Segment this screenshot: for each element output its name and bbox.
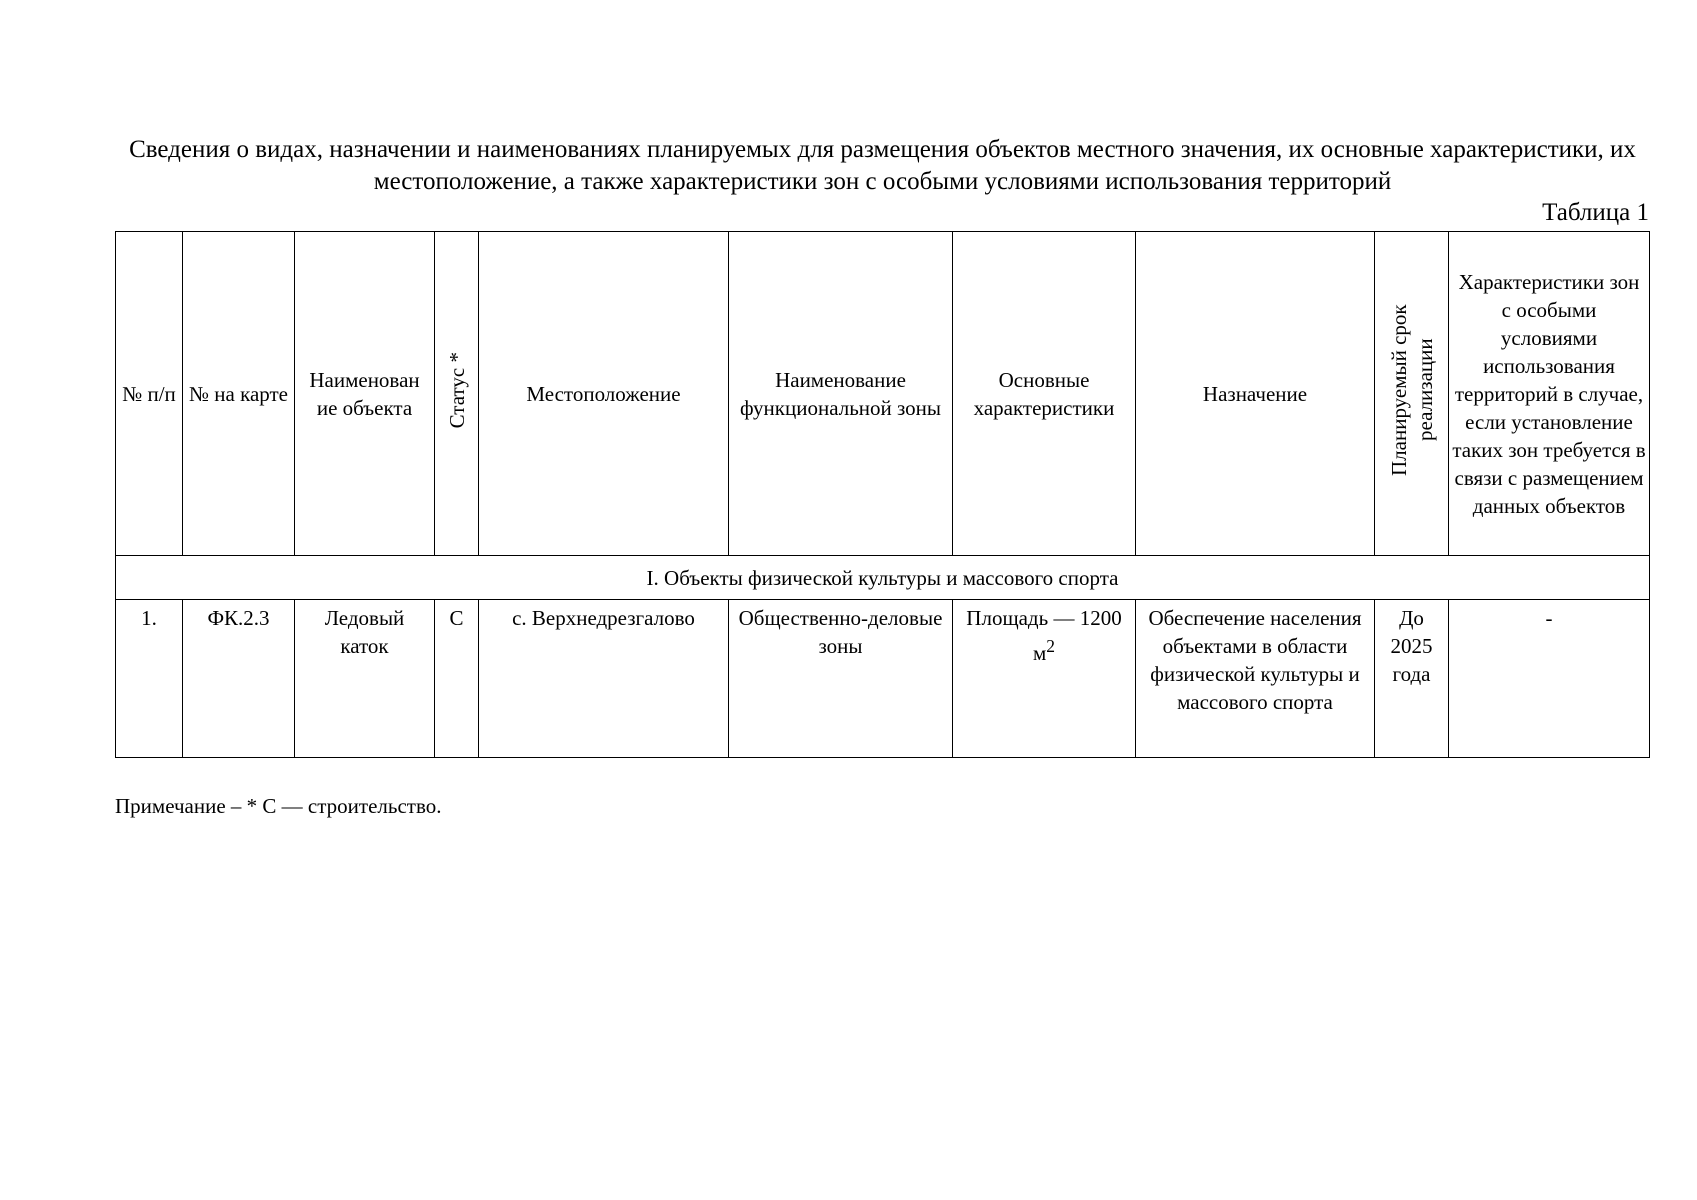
- cell-status: С: [435, 600, 479, 758]
- header-status: Статус *: [444, 351, 469, 429]
- header-purpose: Назначение: [1136, 232, 1375, 556]
- header-map-num: № на карте: [183, 232, 295, 556]
- cell-special-zones: -: [1449, 600, 1650, 758]
- cell-zone-name: Общественно-деловые зоны: [729, 600, 953, 758]
- characteristics-text: Площадь — 1200 м: [966, 606, 1122, 665]
- section-title: I. Объекты физической культуры и массового спорта: [116, 556, 1650, 600]
- table-row: [116, 600, 1650, 758]
- characteristics-superscript: 2: [1046, 636, 1056, 656]
- cell-term: До 2025 года: [1375, 600, 1449, 758]
- header-num: № п/п: [116, 232, 183, 556]
- cell-characteristics: [953, 600, 1136, 758]
- section-row: [116, 556, 1650, 600]
- cell-purpose: Обеспечение населения объектами в области физической культуры и массового спорта: [1136, 600, 1375, 758]
- cell-num: 1.: [116, 600, 183, 758]
- table-label: Таблица 1: [1542, 199, 1649, 226]
- footnote: Примечание – * С — строительство.: [115, 794, 442, 818]
- header-term-cell: [1375, 232, 1449, 556]
- cell-name: Ледовый каток: [295, 600, 435, 758]
- header-location: Местоположение: [479, 232, 729, 556]
- header-status-cell: [435, 232, 479, 556]
- header-zone-name: Наименование функциональной зоны: [729, 232, 953, 556]
- objects-table: [115, 231, 1650, 758]
- header-name: Наименован ие объекта: [295, 232, 435, 556]
- header-term: Планируемый срок реализации: [1386, 304, 1437, 476]
- document-title: Сведения о видах, назначении и наименованиях планируемых для размещения объектов местного значения, их основные характеристики, их местоположение, а также характеристики зон с особыми условиями использования территорий: [129, 136, 1636, 195]
- header-special-zones: Характеристики зон с особыми условиями использования территорий в случае, если установление таких зон требуется в связи с размещением данных объектов: [1449, 232, 1650, 556]
- table-header-row: [116, 232, 1650, 556]
- header-characteristics: Основные характеристики: [953, 232, 1136, 556]
- cell-location: с. Верхнедрезгалово: [479, 600, 729, 758]
- cell-map-num: ФК.2.3: [183, 600, 295, 758]
